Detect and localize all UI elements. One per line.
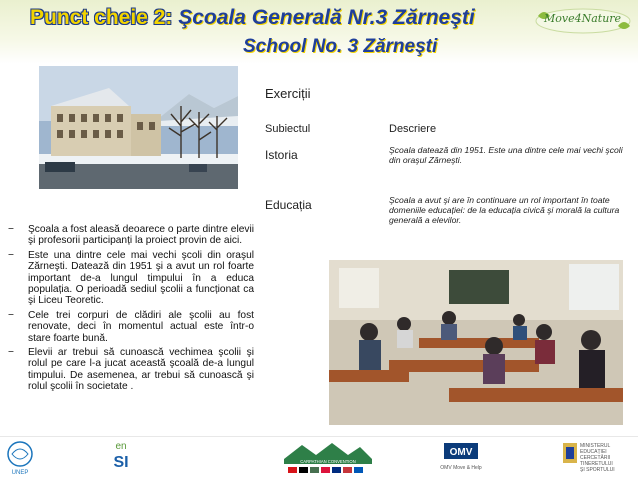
column-header-subject: Subiectul bbox=[265, 123, 311, 135]
ministry-logo-icon bbox=[562, 439, 636, 479]
list-item: − Elevii ar trebui să cunoască vechimea şcolii şi rolul pe care l-a jucat această şcoală de-a lungul timpului. De asemenea, ar trebui să cunoască şi rolul şcolii în societate . bbox=[8, 347, 254, 393]
row-subject-education: Educația bbox=[265, 198, 312, 212]
unep-label: UNEP bbox=[11, 470, 29, 476]
omv-logo-icon bbox=[426, 441, 496, 475]
svg-text:SI: SI bbox=[113, 454, 129, 471]
svg-text:en: en bbox=[115, 441, 127, 452]
key-point-label: Punct cheie 2: bbox=[30, 6, 173, 29]
ensi-logo-icon bbox=[106, 437, 136, 477]
svg-text:OMV Move & Help: OMV Move & Help bbox=[440, 465, 482, 471]
bullet-marker: − bbox=[8, 347, 14, 359]
school-name-ro: Şcoala Generală Nr.3 Zărneşti bbox=[178, 6, 475, 29]
list-item: − Este una dintre cele mai vechi şcoli din oraşul Zărneşti. Datează din 1951 şi a avut un rol foarte important de-a lungul timpului în a educa populația. O perioadă sediul şcolii a funcționat ca şi Liceu Teoretic. bbox=[8, 249, 254, 307]
row-description-history: Şcoala datează din 1951. Este una dintre cele mai vechi şcoli din oraşul Zărneşti. bbox=[389, 145, 623, 166]
logo-text: Move4Nature bbox=[544, 12, 622, 25]
bullet-marker: − bbox=[8, 249, 14, 261]
column-header-description: Descriere bbox=[389, 123, 437, 135]
footer-logos bbox=[0, 436, 638, 480]
school-name-en: School No. 3 Zărneşti bbox=[243, 36, 438, 57]
svg-text:ŞI SPORTULUI: ŞI SPORTULUI bbox=[580, 467, 615, 473]
svg-text:TINERETULUI: TINERETULUI bbox=[580, 461, 613, 467]
unep-logo-icon bbox=[2, 439, 38, 477]
school-building-photo bbox=[39, 66, 238, 189]
svg-text:MINISTERUL: MINISTERUL bbox=[580, 443, 611, 449]
slide-title bbox=[30, 6, 475, 30]
list-item: − Şcoala a fost aleasă deoarece o parte dintre elevii şi profesorii participanți la proiect provin de aici. bbox=[8, 224, 254, 247]
svg-text:CARPATHIAN CONVENTION: CARPATHIAN CONVENTION bbox=[300, 459, 356, 464]
carpathian-convention-logo-icon bbox=[282, 441, 374, 475]
row-subject-history: Istoria bbox=[265, 148, 298, 162]
classroom-photo bbox=[329, 260, 623, 425]
header-band bbox=[0, 0, 638, 64]
svg-text:EDUCAȚIEI: EDUCAȚIEI bbox=[580, 449, 607, 455]
move4nature-logo bbox=[534, 6, 632, 36]
svg-text:OMV: OMV bbox=[449, 447, 473, 458]
bullet-marker: − bbox=[8, 309, 14, 321]
bullet-marker: − bbox=[8, 224, 14, 235]
row-description-education: Şcoala a avut şi are în continuare un rol important în toate domeniile educației: de la educația civică şi morală la cultura generală a elevilor. bbox=[389, 195, 620, 226]
exercises-heading: Exerciții bbox=[265, 86, 311, 101]
list-item: − Cele trei corpuri de clădiri ale şcolii au fost renovate, deci în momentul actual este într-o stare foarte bună. bbox=[8, 309, 254, 344]
svg-text:CERCETĂRII: CERCETĂRII bbox=[580, 455, 611, 461]
key-points-list bbox=[8, 224, 254, 396]
